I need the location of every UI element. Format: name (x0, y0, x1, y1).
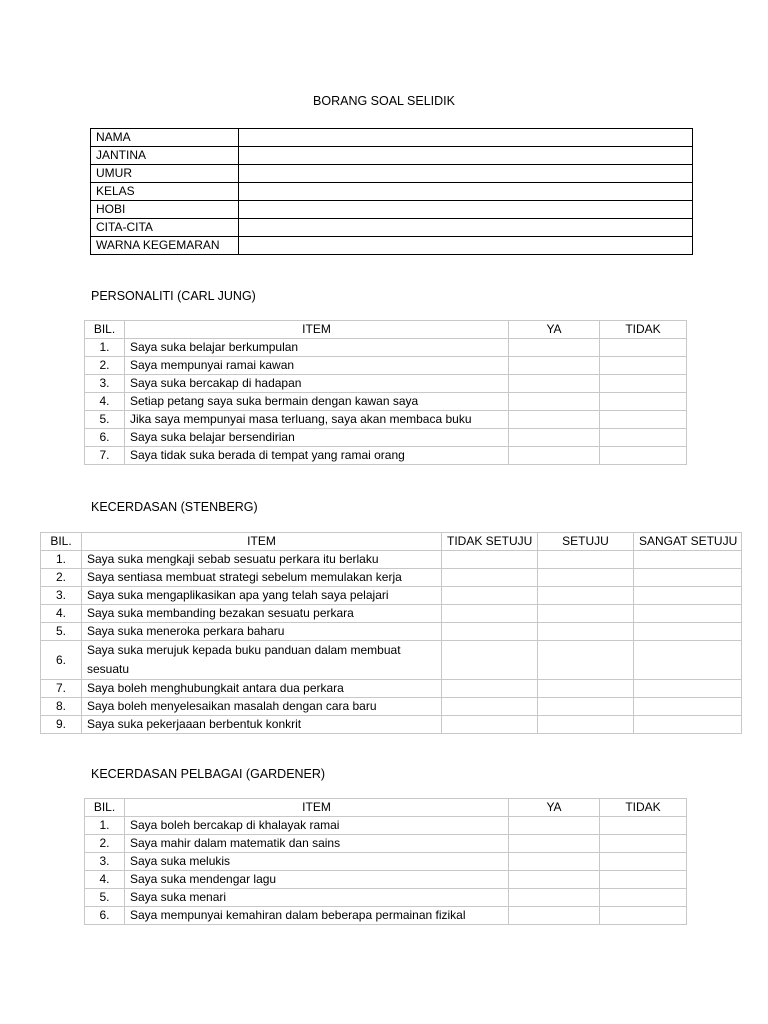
info-value-cell[interactable] (239, 165, 693, 183)
row-number: 5. (85, 411, 125, 429)
row-item: Setiap petang saya suka bermain dengan kawan saya (125, 393, 509, 411)
row-number: 8. (41, 698, 82, 716)
info-value-cell[interactable] (239, 183, 693, 201)
table-row (85, 393, 687, 411)
row-number: 6. (85, 907, 125, 925)
header-item: ITEM (125, 321, 509, 339)
answer-tidak-cell[interactable] (600, 375, 687, 393)
info-label: JANTINA (91, 147, 239, 165)
row-item: Saya boleh menghubungkait antara dua perkara (82, 680, 442, 698)
table-row (85, 817, 687, 835)
table-row (41, 605, 742, 623)
kecerdasan-table (40, 532, 742, 734)
row-item: Saya suka mengaplikasikan apa yang telah saya pelajari (82, 587, 442, 605)
info-row (91, 129, 693, 147)
table-row (41, 680, 742, 698)
answer-tidak-cell[interactable] (600, 889, 687, 907)
info-label: UMUR (91, 165, 239, 183)
answer-ya-cell[interactable] (509, 817, 600, 835)
answer-ya-cell[interactable] (509, 871, 600, 889)
answer-tidak-setuju-cell[interactable] (442, 641, 538, 680)
row-number: 1. (41, 551, 82, 569)
section-title-pelbagai: KECERDASAN PELBAGAI (GARDENER) (91, 767, 326, 781)
answer-ya-cell[interactable] (509, 411, 600, 429)
row-number: 9. (41, 716, 82, 734)
header-item: ITEM (82, 533, 442, 551)
answer-setuju-cell[interactable] (538, 641, 634, 680)
answer-setuju-cell[interactable] (538, 623, 634, 641)
header-tidak: TIDAK (600, 321, 687, 339)
answer-tidak-cell[interactable] (600, 817, 687, 835)
answer-ya-cell[interactable] (509, 889, 600, 907)
answer-ya-cell[interactable] (509, 835, 600, 853)
row-number: 2. (85, 357, 125, 375)
row-item: Saya mempunyai kemahiran dalam beberapa permainan fizikal (125, 907, 509, 925)
table-row (85, 447, 687, 465)
answer-tidak-cell[interactable] (600, 339, 687, 357)
info-value-cell[interactable] (239, 129, 693, 147)
answer-tidak-cell[interactable] (600, 429, 687, 447)
answer-tidak-setuju-cell[interactable] (442, 680, 538, 698)
answer-ya-cell[interactable] (509, 853, 600, 871)
table-header-row (41, 533, 742, 551)
row-number: 4. (41, 605, 82, 623)
answer-tidak-cell[interactable] (600, 357, 687, 375)
answer-sangat-setuju-cell[interactable] (634, 569, 742, 587)
table-row (85, 907, 687, 925)
answer-ya-cell[interactable] (509, 357, 600, 375)
answer-tidak-setuju-cell[interactable] (442, 587, 538, 605)
row-item: Saya suka pekerjaaan berbentuk konkrit (82, 716, 442, 734)
row-item: Jika saya mempunyai masa terluang, saya akan membaca buku (125, 411, 509, 429)
header-bil: BIL. (41, 533, 82, 551)
row-item: Saya suka mengkaji sebab sesuatu perkara itu berlaku (82, 551, 442, 569)
header-ya: YA (509, 321, 600, 339)
table-row (85, 853, 687, 871)
row-number: 2. (85, 835, 125, 853)
row-item: Saya suka meneroka perkara baharu (82, 623, 442, 641)
info-row (91, 201, 693, 219)
row-number: 3. (85, 853, 125, 871)
table-row (41, 698, 742, 716)
pelbagai-table (84, 798, 687, 925)
answer-tidak-setuju-cell[interactable] (442, 716, 538, 734)
info-value-cell[interactable] (239, 201, 693, 219)
header-setuju: SETUJU (538, 533, 634, 551)
row-number: 5. (85, 889, 125, 907)
table-row (85, 375, 687, 393)
answer-ya-cell[interactable] (509, 393, 600, 411)
table-row (85, 411, 687, 429)
header-ya: YA (509, 799, 600, 817)
answer-sangat-setuju-cell[interactable] (634, 605, 742, 623)
row-item: Saya suka merujuk kepada buku panduan dalam membuat sesuatu (82, 641, 442, 680)
answer-setuju-cell[interactable] (538, 698, 634, 716)
row-number: 1. (85, 339, 125, 357)
answer-setuju-cell[interactable] (538, 587, 634, 605)
info-label: NAMA (91, 129, 239, 147)
table-row (41, 569, 742, 587)
row-item: Saya suka bercakap di hadapan (125, 375, 509, 393)
table-row (85, 835, 687, 853)
row-item: Saya suka belajar bersendirian (125, 429, 509, 447)
header-bil: BIL. (85, 321, 125, 339)
row-number: 6. (41, 641, 82, 680)
row-item: Saya suka melukis (125, 853, 509, 871)
row-item: Saya boleh bercakap di khalayak ramai (125, 817, 509, 835)
header-bil: BIL. (85, 799, 125, 817)
answer-tidak-cell[interactable] (600, 835, 687, 853)
info-value-cell[interactable] (239, 147, 693, 165)
section-title-kecerdasan: KECERDASAN (STENBERG) (91, 500, 258, 514)
table-header-row (85, 799, 687, 817)
row-item: Saya suka mendengar lagu (125, 871, 509, 889)
section-title-personaliti: PERSONALITI (CARL JUNG) (91, 289, 256, 303)
row-item: Saya mahir dalam matematik dan sains (125, 835, 509, 853)
answer-ya-cell[interactable] (509, 429, 600, 447)
header-item: ITEM (125, 799, 509, 817)
table-row (85, 429, 687, 447)
answer-ya-cell[interactable] (509, 447, 600, 465)
answer-sangat-setuju-cell[interactable] (634, 716, 742, 734)
answer-setuju-cell[interactable] (538, 716, 634, 734)
info-label: KELAS (91, 183, 239, 201)
row-number: 4. (85, 871, 125, 889)
info-row (91, 237, 693, 255)
answer-sangat-setuju-cell[interactable] (634, 587, 742, 605)
answer-sangat-setuju-cell[interactable] (634, 623, 742, 641)
table-row (85, 339, 687, 357)
answer-ya-cell[interactable] (509, 907, 600, 925)
info-value-cell[interactable] (239, 219, 693, 237)
info-row (91, 219, 693, 237)
answer-tidak-setuju-cell[interactable] (442, 605, 538, 623)
row-number: 2. (41, 569, 82, 587)
row-item: Saya boleh menyelesaikan masalah dengan cara baru (82, 698, 442, 716)
answer-setuju-cell[interactable] (538, 569, 634, 587)
answer-tidak-cell[interactable] (600, 411, 687, 429)
row-item: Saya tidak suka berada di tempat yang ramai orang (125, 447, 509, 465)
info-label: CITA-CITA (91, 219, 239, 237)
answer-tidak-cell[interactable] (600, 871, 687, 889)
answer-ya-cell[interactable] (509, 339, 600, 357)
answer-sangat-setuju-cell[interactable] (634, 641, 742, 680)
table-row (41, 716, 742, 734)
answer-tidak-setuju-cell[interactable] (442, 569, 538, 587)
answer-setuju-cell[interactable] (538, 551, 634, 569)
answer-tidak-setuju-cell[interactable] (442, 551, 538, 569)
answer-sangat-setuju-cell[interactable] (634, 680, 742, 698)
info-label: WARNA KEGEMARAN (91, 237, 239, 255)
row-item: Saya suka belajar berkumpulan (125, 339, 509, 357)
info-row (91, 165, 693, 183)
table-row (41, 623, 742, 641)
table-row (41, 641, 742, 680)
table-row (85, 889, 687, 907)
table-row (85, 871, 687, 889)
row-number: 1. (85, 817, 125, 835)
personaliti-table (84, 320, 687, 465)
row-number: 7. (85, 447, 125, 465)
answer-tidak-cell[interactable] (600, 447, 687, 465)
row-item: Saya suka menari (125, 889, 509, 907)
row-number: 5. (41, 623, 82, 641)
table-header-row (85, 321, 687, 339)
answer-tidak-cell[interactable] (600, 393, 687, 411)
row-number: 4. (85, 393, 125, 411)
info-value-cell[interactable] (239, 237, 693, 255)
row-number: 3. (85, 375, 125, 393)
answer-sangat-setuju-cell[interactable] (634, 551, 742, 569)
answer-tidak-setuju-cell[interactable] (442, 623, 538, 641)
answer-ya-cell[interactable] (509, 375, 600, 393)
row-number: 6. (85, 429, 125, 447)
info-label: HOBI (91, 201, 239, 219)
table-row (85, 357, 687, 375)
page-title: BORANG SOAL SELIDIK (313, 94, 455, 108)
answer-setuju-cell[interactable] (538, 605, 634, 623)
info-row (91, 183, 693, 201)
header-tidak-setuju: TIDAK SETUJU (442, 533, 538, 551)
table-row (41, 587, 742, 605)
header-sangat-setuju: SANGAT SETUJU (634, 533, 742, 551)
row-item: Saya mempunyai ramai kawan (125, 357, 509, 375)
row-item: Saya sentiasa membuat strategi sebelum memulakan kerja (82, 569, 442, 587)
answer-tidak-cell[interactable] (600, 907, 687, 925)
table-row (41, 551, 742, 569)
info-table (90, 128, 693, 255)
answer-tidak-setuju-cell[interactable] (442, 698, 538, 716)
row-number: 7. (41, 680, 82, 698)
row-item: Saya suka membanding bezakan sesuatu perkara (82, 605, 442, 623)
info-row (91, 147, 693, 165)
answer-setuju-cell[interactable] (538, 680, 634, 698)
answer-sangat-setuju-cell[interactable] (634, 698, 742, 716)
row-number: 3. (41, 587, 82, 605)
header-tidak: TIDAK (600, 799, 687, 817)
answer-tidak-cell[interactable] (600, 853, 687, 871)
